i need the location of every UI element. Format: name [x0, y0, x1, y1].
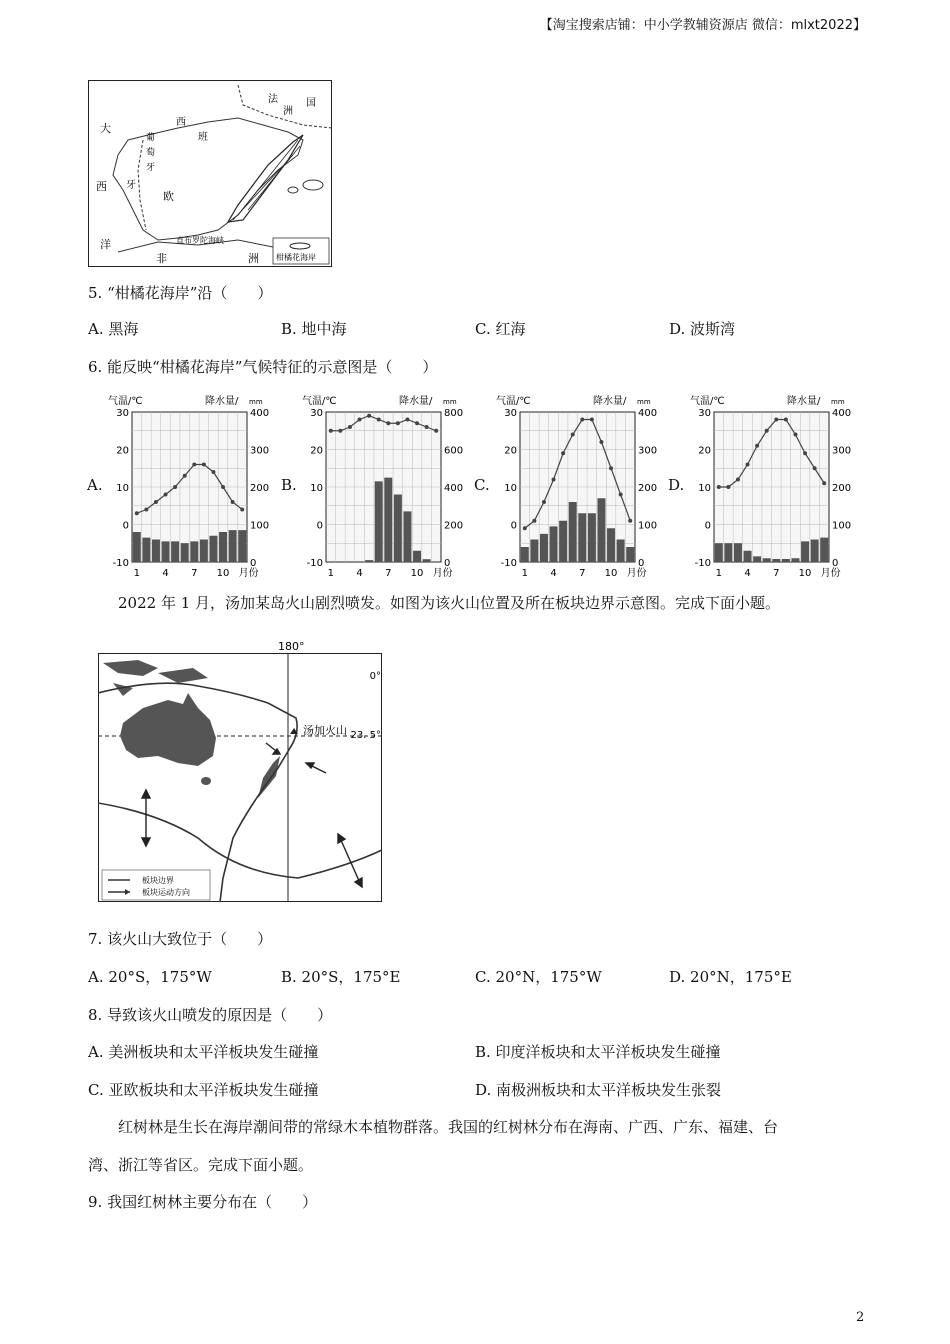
chart-month-tick: 4	[356, 568, 363, 579]
temperature-point	[717, 485, 721, 489]
temperature-point	[552, 478, 556, 482]
temperature-point	[173, 485, 177, 489]
temperature-point	[793, 433, 797, 437]
map-label-ya2: 牙	[126, 180, 136, 191]
temperature-point	[338, 429, 342, 433]
chart-precip-unit: mm	[637, 398, 651, 406]
chart-temp-tick: 30	[116, 408, 129, 419]
precip-bar	[811, 540, 819, 563]
precip-bar	[394, 495, 402, 563]
chart-month-tick: 7	[579, 568, 586, 579]
chart-month-tick: 7	[191, 568, 198, 579]
precip-bar	[744, 551, 752, 562]
temperature-point	[396, 421, 400, 425]
chart-precip-unit: mm	[831, 398, 845, 406]
temperature-point	[822, 481, 826, 485]
chart-month-tick: 4	[744, 568, 751, 579]
climate-chart-d	[690, 388, 855, 583]
tropic-label: 23. 5°	[350, 730, 381, 741]
chart-precip-axis-label: 降水量/	[593, 396, 627, 407]
chart-precip-tick: 0	[638, 558, 645, 569]
precip-bar	[772, 559, 780, 562]
precip-bar	[626, 547, 634, 562]
precip-bar	[142, 538, 150, 562]
q5-option-d[interactable]: D. 波斯湾	[669, 320, 736, 338]
chart-temp-tick: 20	[310, 445, 323, 457]
map-label-tao: 萄	[146, 148, 156, 158]
chart-temp-axis-label: 气温/℃	[690, 396, 725, 407]
precip-bar	[782, 559, 790, 562]
temperature-point	[599, 440, 603, 444]
q7-option-a[interactable]: A. 20°S，175°W	[88, 968, 212, 986]
precip-bar	[219, 532, 227, 562]
legend-motion: 板块运动方向	[142, 888, 190, 897]
precip-bar	[200, 540, 208, 563]
chart-temp-tick: 0	[704, 520, 711, 532]
precip-bar	[569, 502, 577, 562]
tonga-volcano-map	[98, 638, 383, 903]
temperature-point	[405, 418, 409, 422]
chart-month-unit: 月份	[820, 568, 841, 579]
temperature-point	[367, 414, 371, 418]
temperature-point	[377, 418, 381, 422]
temperature-point	[803, 451, 807, 455]
temperature-point	[386, 421, 390, 425]
map-label-da: 大	[100, 122, 111, 135]
temperature-point	[202, 463, 206, 467]
temperature-point	[765, 429, 769, 433]
map-label-yang: 洋	[100, 238, 111, 251]
precip-bar	[171, 541, 179, 562]
chart-temp-tick: 20	[504, 445, 517, 457]
chart-precip-axis-label: 降水量/	[787, 396, 821, 407]
q5-option-c[interactable]: C. 红海	[475, 320, 526, 338]
precip-bar	[715, 543, 723, 562]
chart-precip-unit: mm	[443, 398, 457, 406]
chart-temp-tick: 20	[698, 445, 711, 457]
precip-bar	[588, 513, 596, 562]
temperature-point	[329, 429, 333, 433]
page-number: 2	[856, 1310, 865, 1325]
q5-option-b[interactable]: B. 地中海	[281, 320, 347, 338]
temperature-point	[135, 511, 139, 515]
chart-precip-tick: 100	[832, 520, 852, 532]
map-label-pu: 葡	[146, 133, 156, 143]
q7-option-c[interactable]: C. 20°N，175°W	[475, 968, 602, 986]
temperature-point	[774, 418, 778, 422]
chart-precip-axis-label: 降水量/	[205, 396, 239, 407]
temperature-point	[415, 421, 419, 425]
temperature-point	[580, 418, 584, 422]
precip-bar	[559, 521, 567, 562]
temperature-point	[609, 466, 613, 470]
precip-bar	[384, 478, 392, 562]
chart-precip-tick: 200	[444, 520, 464, 532]
chart-temp-tick: 0	[510, 520, 517, 532]
q5-option-a[interactable]: A. 黑海	[88, 320, 139, 338]
temperature-point	[144, 508, 148, 512]
precip-bar	[190, 541, 198, 562]
precip-bar	[365, 560, 373, 562]
map-label-ban: 班	[198, 132, 208, 143]
chart-temp-tick: 30	[504, 408, 517, 419]
chart-precip-tick: 300	[638, 445, 658, 457]
intro-tonga: 2022 年 1 月，汤加某岛火山剧烈喷发。如图为该火山位置及所在板块边界示意图。完成下面小题。	[118, 594, 781, 612]
chart-precip-tick: 300	[250, 445, 270, 457]
chart-month-tick: 1	[327, 568, 334, 579]
chart-temp-tick: 0	[122, 520, 129, 532]
map-label-guo: 国	[306, 98, 316, 109]
chart-precip-unit: mm	[249, 398, 263, 406]
q8-option-d[interactable]: D. 南极洲板块和太平洋板块发生张裂	[475, 1081, 722, 1099]
temperature-point	[784, 418, 788, 422]
chart-precip-tick: 0	[832, 558, 839, 569]
chart-precip-tick: 400	[638, 408, 658, 419]
equator-label: 0°	[369, 671, 381, 682]
precip-bar	[133, 532, 141, 562]
chart-temp-tick: 10	[116, 483, 129, 494]
q9-stem: 9. 我国红树林主要分布在（ ）	[88, 1193, 318, 1211]
precip-bar	[521, 547, 529, 562]
chart-month-tick: 7	[773, 568, 780, 579]
chart-b-option-label[interactable]: B.	[281, 476, 297, 494]
map-label-fei: 非	[156, 252, 167, 265]
temperature-point	[542, 500, 546, 504]
q8-option-a[interactable]: A. 美洲板块和太平洋板块发生碰撞	[88, 1043, 319, 1061]
map-label-xi2: 西	[176, 117, 186, 128]
chart-precip-tick: 400	[250, 408, 270, 419]
chart-month-tick: 1	[715, 568, 722, 579]
precip-bar	[550, 526, 558, 562]
map-label-zhou1: 洲	[283, 106, 293, 117]
chart-month-tick: 7	[385, 568, 392, 579]
spain-coast-map	[88, 80, 333, 268]
intro-mangrove-line1: 红树林是生长在海岸潮间带的常绿木本植物群落。我国的红树林分布在海南、广西、广东、福建、台	[118, 1118, 779, 1136]
chart-temp-tick: 10	[698, 483, 711, 494]
temperature-point	[619, 493, 623, 497]
chart-precip-tick: 600	[444, 445, 464, 457]
precip-bar	[238, 530, 246, 562]
temperature-point	[221, 485, 225, 489]
precip-bar	[229, 530, 237, 562]
chart-temp-tick: -10	[500, 558, 517, 569]
chart-temp-tick: 0	[316, 520, 323, 532]
precip-bar	[530, 540, 538, 563]
precip-bar	[734, 543, 742, 562]
precip-bar	[617, 540, 625, 563]
precip-bar	[791, 558, 799, 562]
chart-temp-axis-label: 气温/℃	[496, 396, 531, 407]
chart-temp-axis-label: 气温/℃	[108, 396, 143, 407]
precip-bar	[403, 511, 411, 562]
chart-month-unit: 月份	[238, 568, 259, 579]
temperature-point	[425, 425, 429, 429]
q8-option-c[interactable]: C. 亚欧板块和太平洋板块发生碰撞	[88, 1081, 319, 1099]
map-label-zhou2: 洲	[248, 252, 259, 265]
temperature-point	[358, 418, 362, 422]
precip-bar	[181, 543, 189, 562]
chart-month-unit: 月份	[626, 568, 647, 579]
q6-stem: 6. 能反映“柑橘花海岸”气候特征的示意图是（ ）	[88, 358, 438, 376]
temperature-point	[736, 478, 740, 482]
chart-precip-axis-label: 降水量/	[399, 396, 433, 407]
q7-option-d[interactable]: D. 20°N，175°E	[669, 968, 792, 986]
map-label-fa: 法	[268, 94, 278, 105]
temperature-point	[726, 485, 730, 489]
page-header: 【淘宝搜索店铺：中小学教辅资源店 微信：mlxt2022】	[539, 18, 866, 33]
precip-bar	[375, 481, 383, 562]
temperature-point	[755, 444, 759, 448]
chart-month-tick: 10	[216, 568, 230, 579]
chart-precip-tick: 0	[250, 558, 257, 569]
chart-month-tick: 10	[604, 568, 618, 579]
chart-precip-tick: 300	[832, 445, 852, 457]
chart-temp-tick: -10	[306, 558, 323, 569]
temperature-point	[434, 429, 438, 433]
chart-temp-tick: 30	[698, 408, 711, 419]
temperature-point	[211, 470, 215, 474]
chart-month-tick: 1	[521, 568, 528, 579]
map-label-xi: 西	[96, 180, 107, 193]
chart-precip-tick: 100	[250, 520, 270, 532]
map-label-ya1: 牙	[146, 163, 156, 173]
chart-month-tick: 10	[798, 568, 812, 579]
temperature-point	[813, 466, 817, 470]
temperature-point	[183, 474, 187, 478]
chart-temp-tick: 30	[310, 408, 323, 419]
chart-precip-tick: 400	[444, 483, 464, 494]
precip-bar	[423, 559, 431, 562]
precip-bar	[801, 541, 809, 562]
precip-bar	[152, 540, 160, 563]
precip-bar	[753, 556, 761, 562]
precip-bar	[763, 558, 771, 562]
climate-chart-a	[108, 388, 273, 583]
volcano-label: 汤加火山	[303, 724, 347, 737]
chart-month-tick: 10	[410, 568, 424, 579]
precip-bar	[413, 551, 421, 562]
chart-temp-tick: 10	[310, 483, 323, 494]
q8-option-b[interactable]: B. 印度洋板块和太平洋板块发生碰撞	[475, 1043, 721, 1061]
precip-bar	[597, 498, 605, 562]
temperature-point	[154, 500, 158, 504]
climate-chart-b	[302, 388, 467, 583]
temperature-point	[240, 508, 244, 512]
temperature-point	[348, 425, 352, 429]
temperature-point	[628, 519, 632, 523]
climate-chart-c	[496, 388, 661, 583]
chart-precip-tick: 200	[638, 483, 658, 494]
precip-bar	[162, 541, 170, 562]
chart-temp-axis-label: 气温/℃	[302, 396, 337, 407]
precip-bar	[724, 543, 732, 562]
chart-c-option-label[interactable]: C.	[474, 476, 490, 494]
chart-month-unit: 月份	[432, 568, 453, 579]
chart-temp-tick: 10	[504, 483, 517, 494]
q7-stem: 7. 该火山大致位于（ ）	[88, 930, 273, 948]
chart-month-tick: 4	[550, 568, 557, 579]
temperature-point	[192, 463, 196, 467]
chart-month-tick: 4	[162, 568, 169, 579]
chart-month-tick: 1	[133, 568, 140, 579]
precip-bar	[578, 513, 586, 562]
chart-d-option-label[interactable]: D.	[668, 476, 685, 494]
q8-stem: 8. 导致该火山喷发的原因是（ ）	[88, 1006, 333, 1024]
map-legend-label: 柑橘花海岸	[276, 253, 316, 262]
chart-precip-tick: 800	[444, 408, 464, 419]
temperature-point	[746, 463, 750, 467]
chart-a-option-label[interactable]: A.	[87, 476, 103, 494]
chart-temp-tick: -10	[112, 558, 129, 569]
map-label-ou: 欧	[163, 190, 174, 203]
q7-option-b[interactable]: B. 20°S，175°E	[281, 968, 401, 986]
chart-precip-tick: 200	[832, 483, 852, 494]
chart-precip-tick: 0	[444, 558, 451, 569]
chart-precip-tick: 100	[638, 520, 658, 532]
precip-bar	[820, 538, 828, 562]
map-lon-label: 180°	[278, 640, 305, 653]
chart-precip-tick: 200	[250, 483, 270, 494]
chart-temp-tick: 20	[116, 445, 129, 457]
legend-boundary: 板块边界	[142, 876, 174, 885]
temperature-point	[523, 526, 527, 530]
q5-stem: 5. “柑橘花海岸”沿（ ）	[88, 284, 273, 302]
temperature-point	[532, 519, 536, 523]
temperature-point	[164, 493, 168, 497]
intro-mangrove-line2: 湾、浙江等省区。完成下面小题。	[88, 1156, 314, 1174]
precip-bar	[209, 536, 217, 562]
temperature-point	[561, 451, 565, 455]
temperature-point	[590, 418, 594, 422]
precip-bar	[607, 528, 615, 562]
chart-precip-tick: 400	[832, 408, 852, 419]
temperature-point	[231, 500, 235, 504]
temperature-point	[571, 433, 575, 437]
map-label-strait: 直布罗陀海峡	[176, 236, 224, 245]
chart-temp-tick: -10	[694, 558, 711, 569]
precip-bar	[540, 534, 548, 562]
